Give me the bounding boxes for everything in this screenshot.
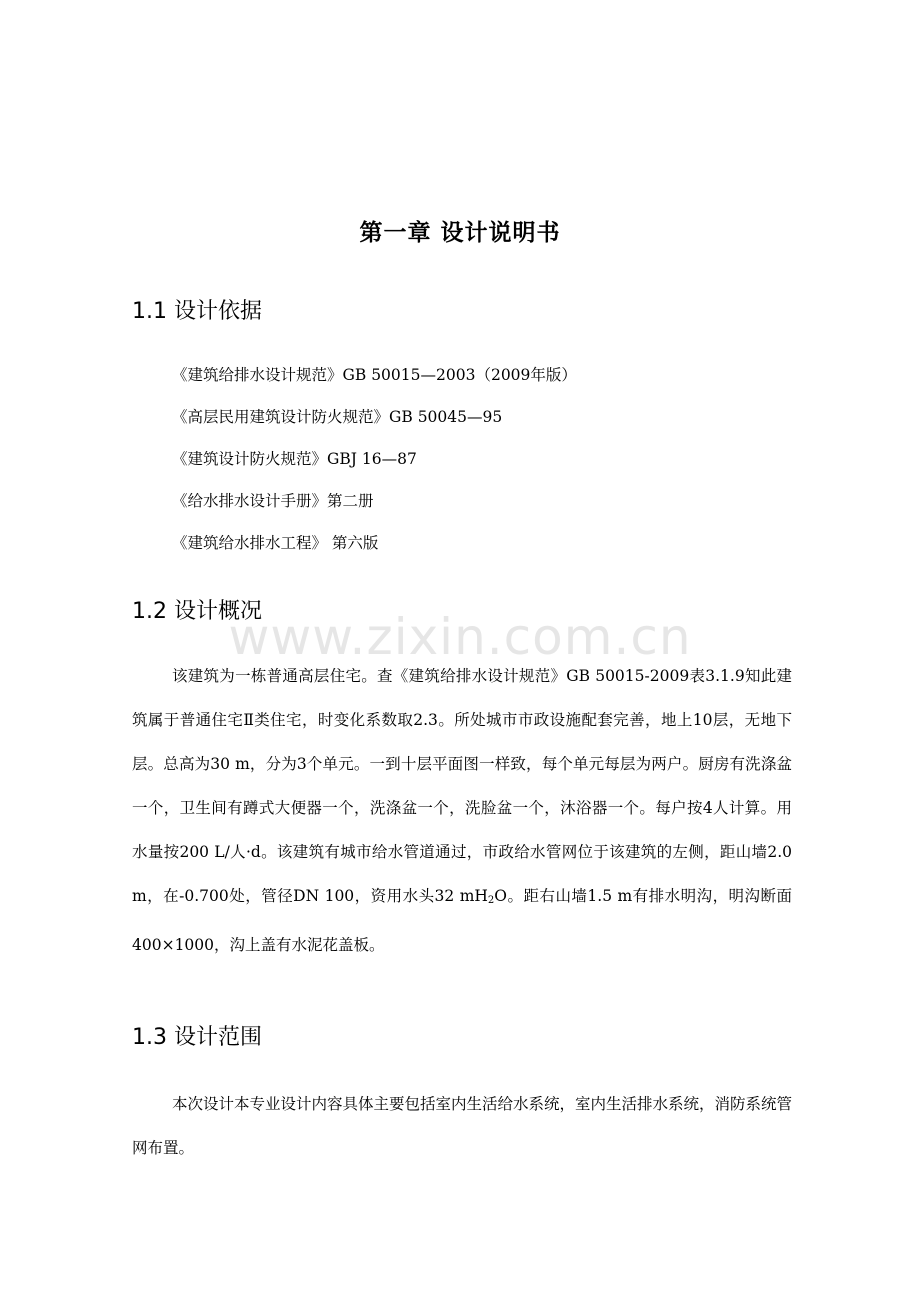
reference-item: 《建筑给水排水工程》 第六版 xyxy=(172,534,379,552)
reference-item: 《高层民用建筑设计防火规范》GB 50045—95 xyxy=(172,408,503,426)
reference-item: 《给水排水设计手册》第二册 xyxy=(172,492,374,510)
reference-item: 《建筑给排水设计规范》GB 50015—2003（2009年版） xyxy=(172,366,577,384)
section-heading-basis: 1.1 设计依据 xyxy=(132,299,262,324)
scope-paragraph: 本次设计本专业设计内容具体主要包括室内生活给水系统，室内生活排水系统，消防系统管网布置。 xyxy=(132,1095,793,1157)
section-heading-scope: 1.3 设计范围 xyxy=(132,1025,262,1050)
overview-text-tail: O。距右山墙1.5 m有排水明沟，明沟断面400×1000，沟上盖有水泥花盖板。 xyxy=(132,887,792,954)
overview-text-subscript: 2 xyxy=(487,895,495,906)
reference-item: 《建筑设计防火规范》GBJ 16—87 xyxy=(172,450,417,468)
overview-paragraph xyxy=(132,654,792,967)
chapter-title: 第一章 设计说明书 xyxy=(359,220,561,246)
overview-text-main: 该建筑为一栋普通高层住宅。查《建筑给排水设计规范》GB 50015-2009表3.1.9知此建筑属于普通住宅Ⅱ类住宅，时变化系数取2.3。所处城市市政设施配套完善，地上10层，无地下层。总高为30 m，分为3个单元。一到十层平面图一样致，每个单元每层为两户。厨房有洗涤盆一个，卫生间有蹲式大便器一个，洗涤盆一个，洗脸盆一个，沐浴器一个。每户按4人计算。用水量按200 L/人·d。该建筑有城市给水管道通过，市政给水管网位于该建筑的左侧，距山墙2.0 m，在-0.700处，管径DN 100，资用水头32 mH xyxy=(132,667,792,905)
section-heading-overview: 1.2 设计概况 xyxy=(132,599,262,624)
reference-list xyxy=(172,362,577,572)
watermark: www.zixin.com.cn xyxy=(228,608,692,666)
